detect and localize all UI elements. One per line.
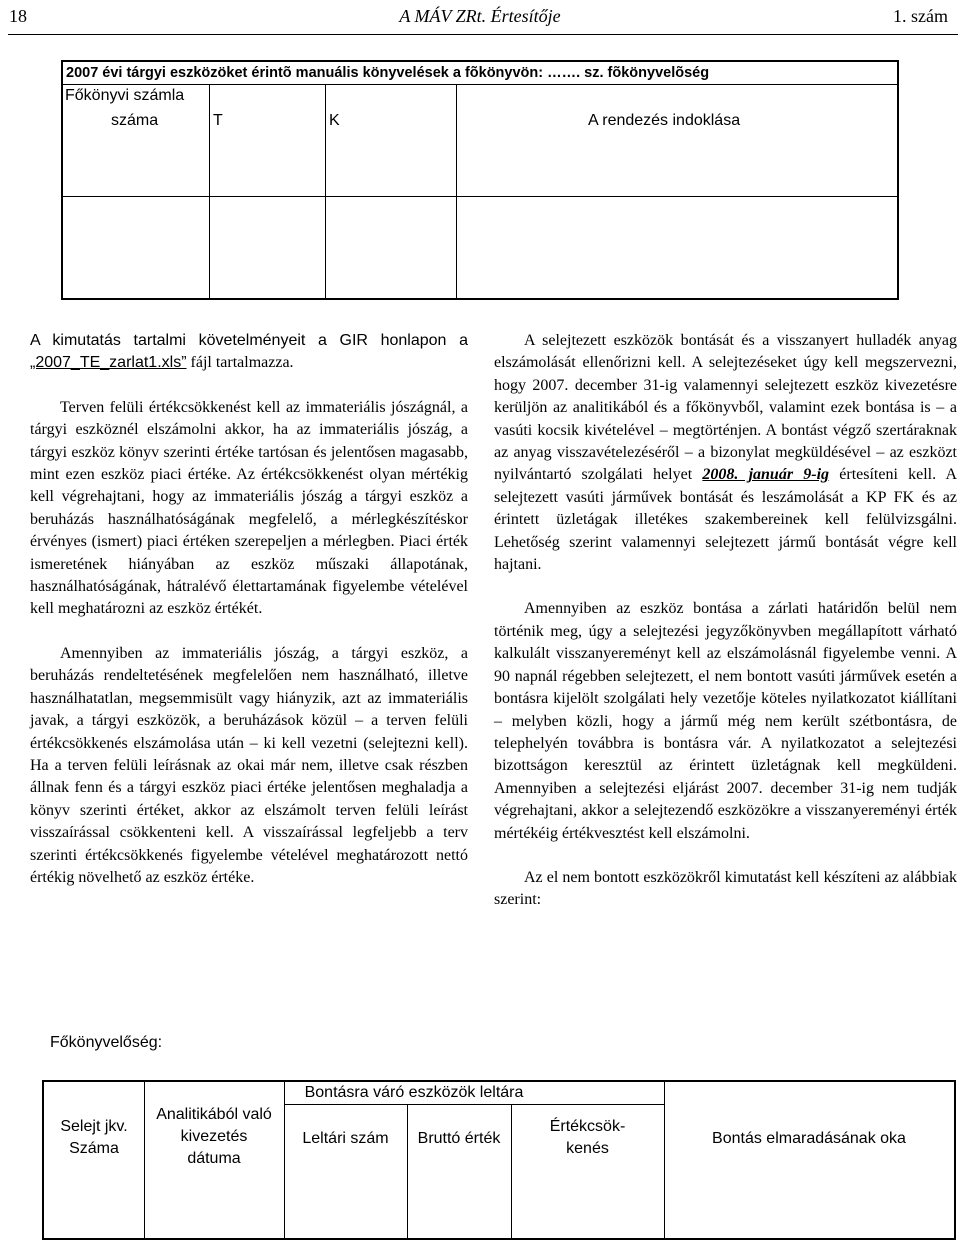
col-reason: A rendezés indoklása	[588, 112, 741, 129]
col-gross-value: Bruttó érték	[417, 1130, 501, 1147]
paragraph: A kimutatás tartalmi követelményeit a GIR honlapon a „2007_TE_zarlat1.xls” fájl tartalmazza.	[30, 332, 468, 372]
paragraph: Terven felüli értékcsökkenést kell az immateriális jószágnál, a tárgyi eszköznél elszámolni akkor, ha az immateriális jószág, a tárgyi eszköz könyv szerinti értéke tartósan és jelentősen magasabb, mint ezen eszköz piaci értéke. Az értékcsökkenést olyan mértékig kell végrehajtani, hogy az immateriális jószág a tárgyi eszköz a beruházás használhatóságának megfelelő, a mérlegkészítéskor érvényes (ismert) piaci értéken szerepeljen a mérlegben. Piaci érték ismeretének hiányában az eszköz műszaki állapotának, használhatóságának, hátralévő élettartamának figyelembe vételével kell meghatározni az eszköz értékét.	[30, 398, 468, 618]
right-column	[494, 330, 957, 912]
left-column	[30, 330, 468, 889]
col-depreciation: Értékcsök- kenés	[549, 1118, 626, 1157]
paragraph: Az el nem bontott eszközökről kimutatást kell készíteni az alábbiak szerint:	[494, 868, 957, 909]
table-divider	[407, 1104, 408, 1238]
header-rule	[8, 34, 958, 35]
table-divider	[284, 1082, 285, 1238]
table-divider	[325, 84, 326, 298]
col-removal-date: Analitikából való kivezetés dátuma	[156, 1106, 272, 1167]
paragraph: Amennyiben az eszköz bontása a zárlati határidőn belül nem történik meg, úgy a selejtezési jegyzőkönyvben megállapított várható kalkulált visszanyereményt kell az elszámolásnál figyelembe venni. A 90 napnál régebben selejtezett, el nem bontott vasúti járművek esetén a bontásra kijelölt szolgálati hely vezetője köteles nyilatkozatot kiállítani – melyben közli, hogy a jármű még nem került szétbontásra, de telephelyén továbbra is bontásra vár. A nyilatkozatot a selejtezési bizottságon keresztül az érintett üzletágnak kell megküldeni. Amennyiben a selejtezési eljárást 2007. december 31-ig nem tudják végrehajtani, akkor a selejtezendő eszközökre a visszanyereményi érték mértékéig értékvesztést kell elszámolni.	[494, 600, 957, 842]
table-divider	[456, 84, 457, 298]
paragraph: Amennyiben az immateriális jószág, a tárgyi eszköz, a beruházás rendeltetésének megfelelően nem használható, illetve használhatatlan, megsemmisült vagy hiányzik, azt az immateriális javak, a tárgyi eszközök, a beruházások közül – a terven felüli értékcsökkenés elszámolása után – ki kell vezetni (selejtezni kell). Ha a terven felüli leírásnak az okai már nem, illetve csak részben állnak fenn és a tárgyi eszköz piaci értéke jelentősen meghaladja a könyv szerinti értéket, akkor az elszámolt terven felüli leírást visszaírással csökkenteni kell. A visszaírással legfeljebb a terv szerinti értékcsökkenés figyelembe vételével meghatározott nettó értékig növelhető az eszköz értéke.	[30, 644, 468, 886]
page-header	[0, 0, 960, 38]
table-divider	[63, 196, 897, 197]
col-delay-reason: Bontás elmaradásának oka	[712, 1130, 906, 1147]
manual-postings-table	[61, 60, 899, 300]
pending-demolition-table	[42, 1080, 956, 1240]
table-divider	[284, 1104, 664, 1105]
table-caption: 2007 évi tárgyi eszközöket érintõ manuális könyvelések a fõkönyvön: ……. sz. fõkönyvelõség	[63, 62, 897, 85]
group-header: Bontásra váró eszközök leltára	[304, 1084, 524, 1101]
file-link[interactable]: „2007_TE_zarlat1.xls”	[30, 354, 187, 372]
issue-number: 1. szám	[893, 6, 948, 26]
col-account-line1: Főkönyvi számla	[65, 87, 185, 104]
col-account-line2: száma	[111, 112, 159, 129]
col-scrap-report: Selejt jkv. Száma	[60, 1118, 128, 1157]
col-t: T	[213, 112, 223, 129]
col-inventory-number: Leltári szám	[302, 1130, 389, 1147]
publication-title: A MÁV ZRt. Értesítője	[399, 6, 561, 26]
paragraph: A selejtezett eszközök bontását és a visszanyert hulladék anyag elszámolását ellenőrizni kell. A selejtezéseket úgy kell megszervezni, hogy 2007. december 31-ig valamennyi selejtezett eszköz kivezetésre kerüljön az analitikából és a főkönyvből, valamint ezek bontása is – a vasúti kocsik kivételével – megtörténjen. A bontást végző szertáraknak az anyag visszavételezéséről – a bizonylat megküldésével – az eszközt nyilvántartó szolgálati helyet 2008. január 9-ig értesíteni kell. A selejtezett vasúti járművek bontását és leszámolását a KP FK és az érintett üzletágak illetékes szakembereinek kell felülvizsgálni. Lehetőség szerint valamennyi selejtezett jármű bontását végre kell hajtani.	[494, 332, 957, 574]
fokonyveloseg-label: Főkönyvelőség:	[50, 1034, 163, 1051]
col-k: K	[329, 112, 340, 129]
table-divider	[664, 1082, 665, 1238]
deadline-date: 2008. január 9-ig	[702, 466, 830, 484]
table-divider	[209, 84, 210, 298]
page-number: 18	[9, 6, 27, 26]
